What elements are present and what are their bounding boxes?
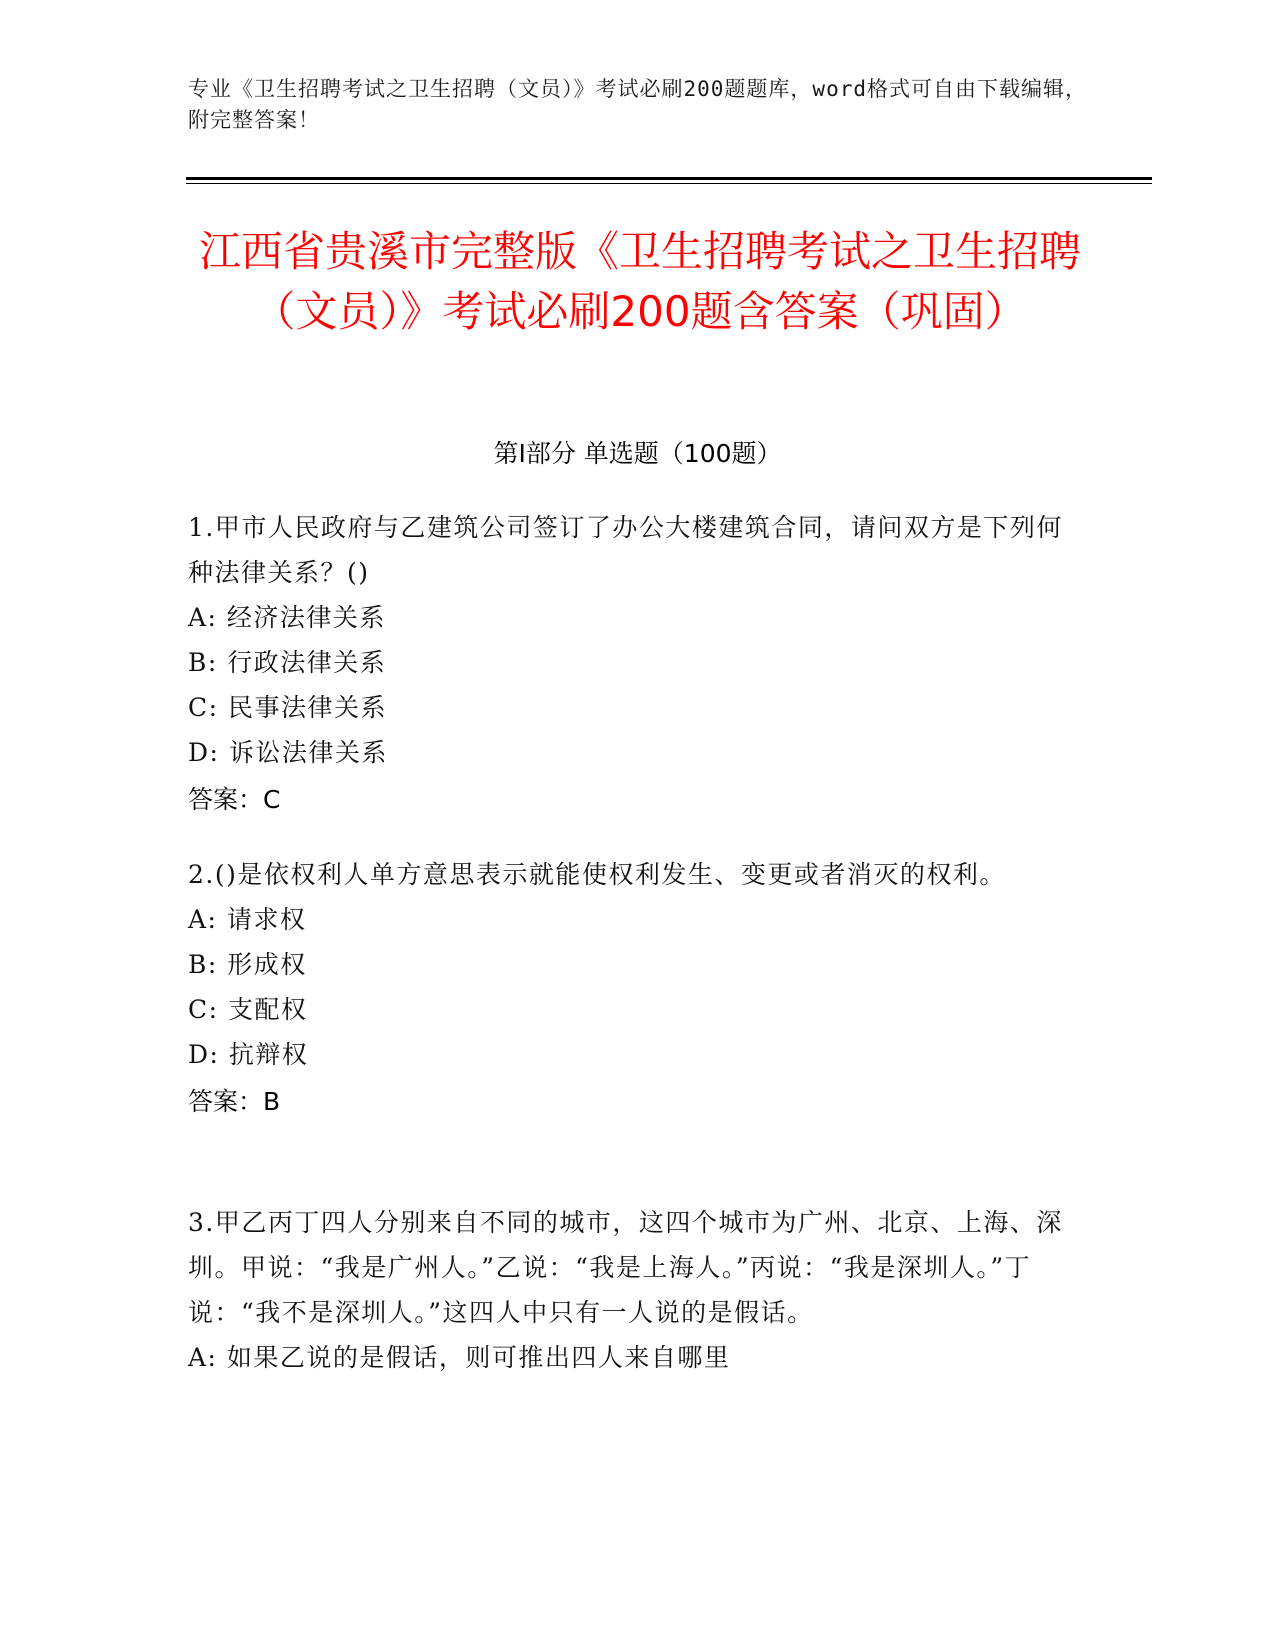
question-text: 2.()是依权利人单方意思表示就能使权利发生、变更或者消灭的权利。 xyxy=(188,860,1006,889)
question-text: 1.甲市人民政府与乙建筑公司签订了办公大楼建筑合同，请问双方是下列何种法律关系？() xyxy=(188,513,1063,587)
header-rule-thin xyxy=(186,183,1152,184)
option-c: C: 民事法律关系 xyxy=(188,693,387,722)
question-text: 3.甲乙丙丁四人分别来自不同的城市，这四个城市为广州、北京、上海、深圳。甲说：“我是广州人。”乙说：“我是上海人。”丙说：“我是深圳人。”丁说：“我不是深圳人。”这四人中只有一人说的是假话。 xyxy=(188,1208,1063,1327)
section-heading: 第I部分 单选题（100题） xyxy=(493,439,782,468)
option-a: A: 经济法律关系 xyxy=(188,603,386,632)
option-c: C: 支配权 xyxy=(188,995,308,1024)
document-title: 江西省贵溪市完整版《卫生招聘考试之卫生招聘（文员）》考试必刷200题含答案（巩固） xyxy=(198,227,1081,336)
option-b: B: 形成权 xyxy=(188,950,307,979)
question-1 xyxy=(188,505,1068,822)
option-b: B: 行政法律关系 xyxy=(188,648,387,677)
question-3 xyxy=(188,1200,1068,1380)
header-note: 专业《卫生招聘考试之卫生招聘（文员）》考试必刷200题题库，word格式可自由下载编辑，附完整答案！ xyxy=(188,77,1087,132)
option-a: A: 如果乙说的是假话，则可推出四人来自哪里 xyxy=(188,1343,731,1372)
question-2 xyxy=(188,852,1068,1124)
header-rule-thick xyxy=(186,177,1152,180)
answer: 答案：B xyxy=(188,1087,281,1116)
answer: 答案：C xyxy=(188,785,281,814)
option-a: A: 请求权 xyxy=(188,905,307,934)
option-d: D: 抗辩权 xyxy=(188,1040,309,1069)
option-d: D: 诉讼法律关系 xyxy=(188,738,388,767)
